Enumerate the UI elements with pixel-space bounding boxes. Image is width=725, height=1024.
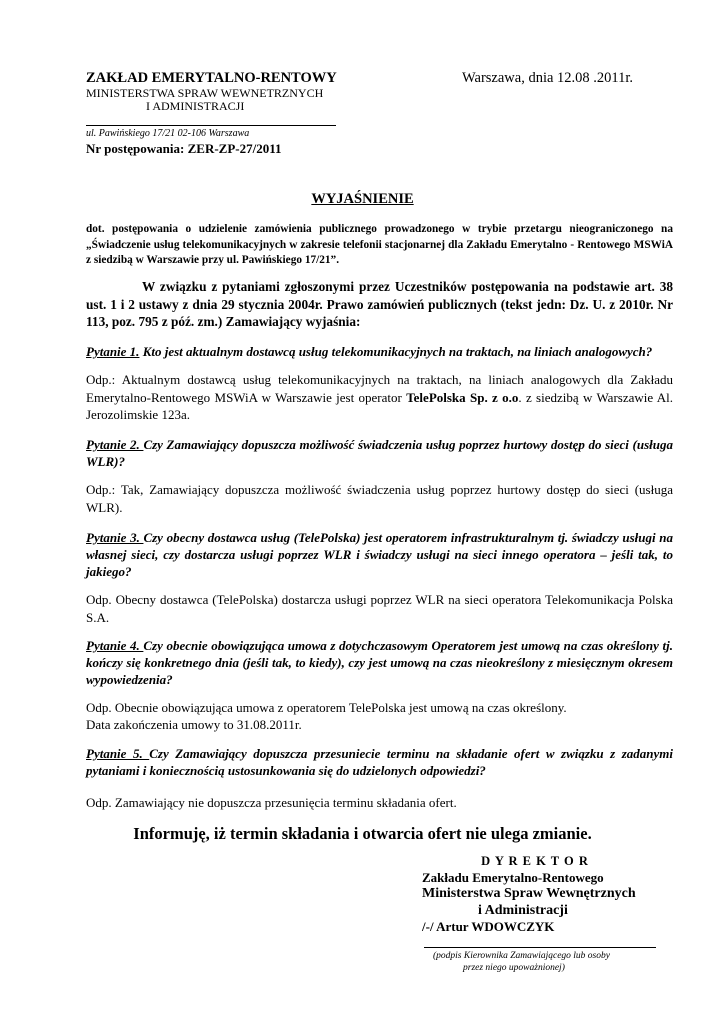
signature-caption-2: przez niego upoważnionej) [463, 963, 565, 973]
intro-paragraph [86, 278, 673, 331]
subject-paragraph: dot. postępowania o udzielenie zamówienia publicznego prowadzonego w trybie przetargu nieograniczonego na „Świadczenie usług telekomunikacyjnych w zakresie telefonii stacjonarnej dla Zakładu Emerytalno - Rentowego MSWiA z siedzibą w Warszawie przy ul. Pawińskiego 17/21”. [86, 223, 673, 266]
answer-4-line-1: Odp. Obecnie obowiązująca umowa z operatorem TelePolska jest umową na czas określony. [86, 700, 567, 715]
question-1-text: Kto jest aktualnym dostawcą usług telekomunikacyjnych na traktach, na liniach analogowych? [139, 344, 653, 359]
answer-1 [86, 371, 673, 424]
question-1-label: Pytanie 1. [86, 344, 140, 359]
intro-text: W związku z pytaniami zgłoszonymi przez Uczestników postępowania na podstawie art. 38 ust. 1 i 2 ustawy z dnia 29 stycznia 2004r. Prawo zamówień publicznych (tekst jedn: Dz. U. z 2010r. Nr 113, poz. 795 z póź. zm.) Zamawiający wyjaśnia: [86, 279, 673, 329]
place-date: Warszawa, dnia 12.08 .2011r. [462, 70, 634, 86]
question-1 [86, 343, 686, 360]
answer-3: Odp. Obecny dostawca (TelePolska) dostarcza usługi poprzez WLR na sieci operatora Telekomunikacja Polska S.A. [86, 592, 673, 625]
answer-4-line-2: Data zakończenia umowy to 31.08.2011r. [86, 717, 302, 732]
ministry-line-1: MINISTERSTWA SPRAW WEWNETRZNYCH [86, 86, 324, 100]
document-title: WYJAŚNIENIE [311, 191, 414, 207]
question-2-text: Czy Zamawiający dopuszcza możliwość świadczenia usług poprzez hurtowy dostęp do sieci (usługa WLR)? [86, 437, 674, 469]
question-4-label: Pytanie 4. [86, 638, 144, 653]
answer-1-text-end: . z siedzibą w Warszawie Al. Jerozolimskie 123a. [86, 389, 674, 422]
answer-2: Odp.: Tak, Zamawiający dopuszcza możliwość świadczenia usług poprzez hurtowy dostęp do sieci (usługa WLR). [86, 482, 673, 515]
org-name: ZAKŁAD EMERYTALNO-RENTOWY [86, 70, 337, 86]
question-2-label: Pytanie 2. [86, 437, 144, 452]
signature-title: D Y R E K T O R [481, 854, 589, 868]
signature-name: /-/ Artur WDOWCZYK [422, 919, 555, 934]
signature-line-2: Ministerstwa Spraw Wewnętrznych [422, 886, 636, 901]
case-number: Nr postępowania: ZER-ZP-27/2011 [86, 141, 282, 156]
signature-line-3: i Administracji [478, 903, 568, 918]
question-5-label: Pytanie 5. [86, 746, 150, 761]
question-4 [86, 637, 673, 688]
answer-5: Odp. Zamawiający nie dopuszcza przesunięcia terminu składania ofert. [86, 795, 457, 810]
answer-1-text: Odp.: Aktualnym dostawcą usług telekomunikacyjnych na traktach, na liniach analogowych dla Zakładu Emerytalno-Rentowego MSWiA w Warszawie jest operator [86, 372, 673, 405]
question-4-text: Czy obecnie obowiązująca umowa z dotychczasowym Operatorem jest umową na czas określony tj. kończy się konkretnego dnia (jeśli tak, to kiedy), czy jest umową na czas nieokreślony z miesięcznym okresem wypowiedzenia? [86, 638, 673, 687]
ministry-line-2: I ADMINISTRACJI [146, 99, 245, 113]
question-3 [86, 529, 673, 580]
question-2 [86, 436, 673, 470]
header-rule [86, 125, 336, 126]
question-3-label: Pytanie 3. [86, 530, 144, 545]
question-3-text: Czy obecny dostawca usług (TelePolska) jest operatorem infrastrukturalnym tj. świadczy usługi na własnej sieci, czy dostarcza usługi poprzez WLR i świadczy usługi na sieci innego operatora – jeśli tak, to jakiego? [86, 530, 673, 579]
address: ul. Pawińskiego 17/21 02-106 Warszawa [86, 128, 250, 139]
signature-caption-1: (podpis Kierownika Zamawiającego lub osoby [433, 951, 610, 961]
signature-line-1: Zakładu Emerytalno-Rentowego [422, 870, 604, 885]
conclusion: Informuję, iż termin składania i otwarcia ofert nie ulega zmianie. [133, 824, 592, 843]
question-5 [86, 745, 673, 779]
answer-1-operator: TelePolska Sp. z o.o [406, 389, 519, 405]
signature-rule [424, 947, 656, 948]
question-5-text: Czy Zamawiający dopuszcza przesuniecie terminu na składanie ofert w związku z zadanymi pytaniami i koniecznością ustosunkowania się do udzielonych odpowiedzi? [86, 746, 674, 778]
